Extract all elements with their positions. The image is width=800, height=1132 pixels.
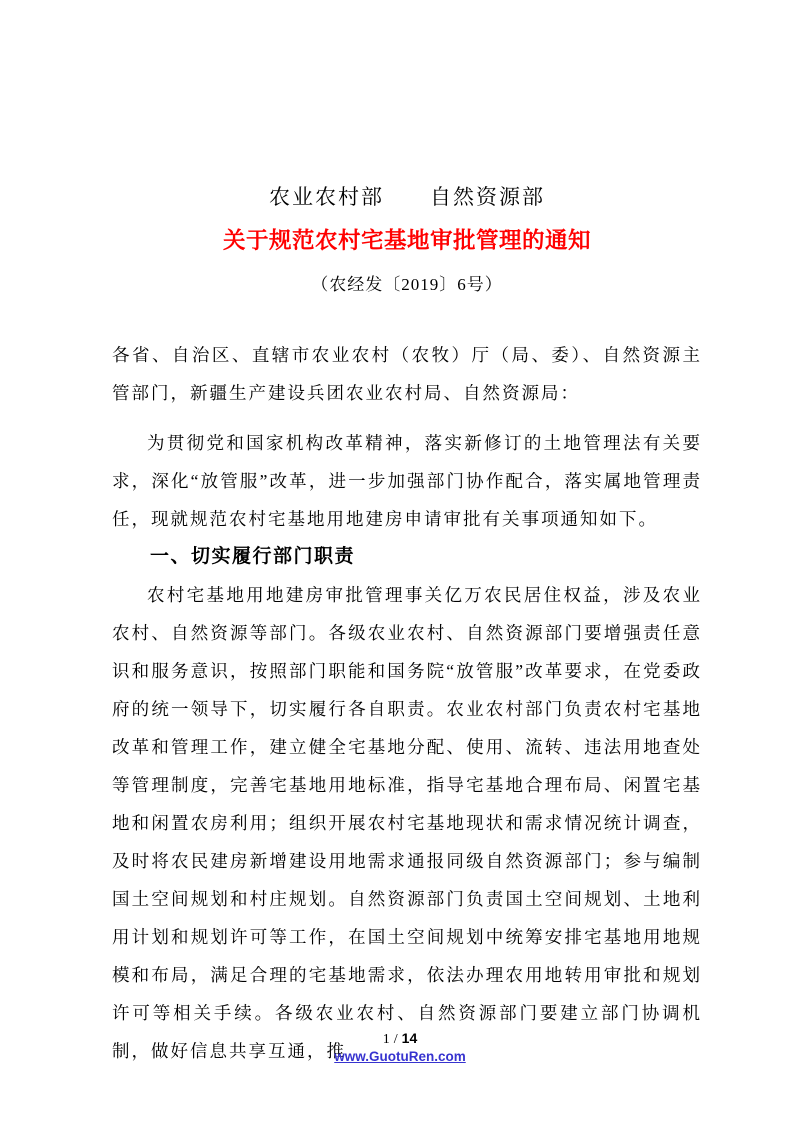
- salutation-paragraph: 各省、自治区、直辖市农业农村（农牧）厅（局、委）、自然资源主管部门，新疆生产建设兵团农业农村局、自然资源局：: [112, 345, 702, 403]
- footer-website-link[interactable]: www.GuotuRen.com: [334, 1049, 466, 1064]
- section-1-paragraph: 农村宅基地用地建房审批管理事关亿万农民居住权益，涉及农业农村、自然资源等部门。各级农业农村、自然资源部门要增强责任意识和服务意识，按照部门职能和国务院“放管服”改革要求，在党委政府的统一领导下，切实履行各自职责。农业农村部门负责农村宅基地改革和管理工作，建立健全宅基地分配、使用、流转、违法用地查处等管理制度，完善宅基地用地标准，指导宅基地合理布局、闲置宅基地和闲置农房利用；组织开展农村宅基地现状和需求情况统计调查，及时将农民建房新增建设用地需求通报同级自然资源部门；参与编制国土空间规划和村庄规划。自然资源部门负责国土空间规划、土地利用计划和规划许可等工作，在国土空间规划中统筹安排宅基地用地规模和布局，满足合理的宅基地需求，依法办理农用地转用审批和规划许可等相关手续。各级农业农村、自然资源部门要建立部门协调机制，做好信息共享互通，推: [112, 585, 702, 1061]
- page-footer: [0, 1030, 800, 1066]
- total-page-count: 14: [401, 1030, 418, 1046]
- document-page: [112, 0, 702, 1070]
- page-number-separator: /: [393, 1032, 398, 1047]
- intro-paragraph: 为贯彻党和国家机构改革精神，落实新修订的土地管理法有关要求，深化“放管服”改革，进一步加强部门协作配合，落实属地管理责任，现就规范农村宅基地用地建房申请审批有关事项通知如下。: [112, 433, 702, 529]
- section-1-heading: 一、切实履行部门职责: [150, 546, 356, 567]
- document-body: [112, 336, 702, 1070]
- document-number: （农经发〔2019〕6号）: [311, 275, 503, 294]
- current-page-number: 1: [382, 1032, 390, 1047]
- document-title: 关于规范农村宅基地审批管理的通知: [222, 228, 591, 253]
- issuing-ministries-heading: 农业农村部 自然资源部: [269, 185, 545, 209]
- page-number-indicator: [0, 1030, 800, 1048]
